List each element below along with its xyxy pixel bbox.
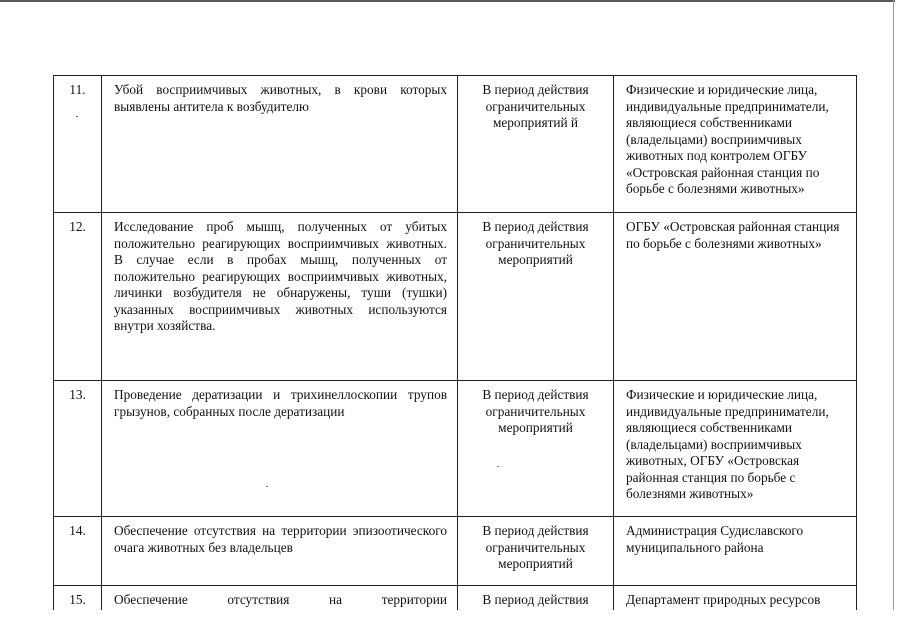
measure-period: В период действия ограничительных мероприятий — [458, 381, 614, 517]
measure-responsible: Физические и юридические лица, индивидуальные предприниматели, являющиеся собственниками (владельцами) восприимчивых животных под контролем ОГБУ «Островская районная станция по борьбе с болезнями животных» — [614, 76, 857, 213]
row-number: 11. — [54, 76, 102, 213]
scan-edge-top — [0, 0, 895, 2]
row-number: 15. — [54, 586, 102, 639]
table-row — [54, 381, 857, 517]
scan-speck — [76, 116, 78, 117]
measure-description: Обеспечение отсутствия на территории эпизоотического очага животных без владельцев — [102, 517, 458, 586]
measure-description: Проведение дератизации и трихинеллоскопии трупов грызунов, собранных после дератизации — [102, 381, 458, 517]
measures-table — [53, 75, 857, 639]
measure-period: В период действия — [458, 586, 614, 639]
table-row — [54, 517, 857, 586]
table-row — [54, 213, 857, 381]
scan-speck — [497, 466, 499, 467]
row-number: 13. — [54, 381, 102, 517]
measure-description: Обеспечение отсутствия на территории — [102, 586, 458, 639]
measure-period: В период действия ограничительных мероприятий — [458, 517, 614, 586]
measure-responsible: Администрация Судиславского муниципального района — [614, 517, 857, 586]
measure-responsible: ОГБУ «Островская районная станция по борьбе с болезнями животных» — [614, 213, 857, 381]
page-crop-bottom — [0, 610, 903, 639]
row-number: 12. — [54, 213, 102, 381]
scan-edge-right — [893, 0, 894, 639]
measure-description: Исследование проб мышц, полученных от убитых положительно реагирующих восприимчивых животных. В случае если в пробах мышц, полученных от положительно реагирующих восприимчивых животных, личинки возбудителя не обнаружены, туши (тушки) указанных восприимчивых животных используются внутри хозяйства. — [102, 213, 458, 381]
measure-responsible: Физические и юридические лица, индивидуальные предприниматели, являющиеся собственниками (владельцами) восприимчивых животных, ОГБУ «Островская районная станция по борьбе с болезнями животных» — [614, 381, 857, 517]
measure-responsible: Департамент природных ресурсов — [614, 586, 857, 639]
measure-period: В период действия ограничительных мероприятий й — [458, 76, 614, 213]
measure-period: В период действия ограничительных мероприятий — [458, 213, 614, 381]
scan-speck — [266, 486, 268, 487]
measure-description: Убой восприимчивых животных, в крови которых выявлены антитела к возбудителю — [102, 76, 458, 213]
row-number: 14. — [54, 517, 102, 586]
table-row — [54, 76, 857, 213]
